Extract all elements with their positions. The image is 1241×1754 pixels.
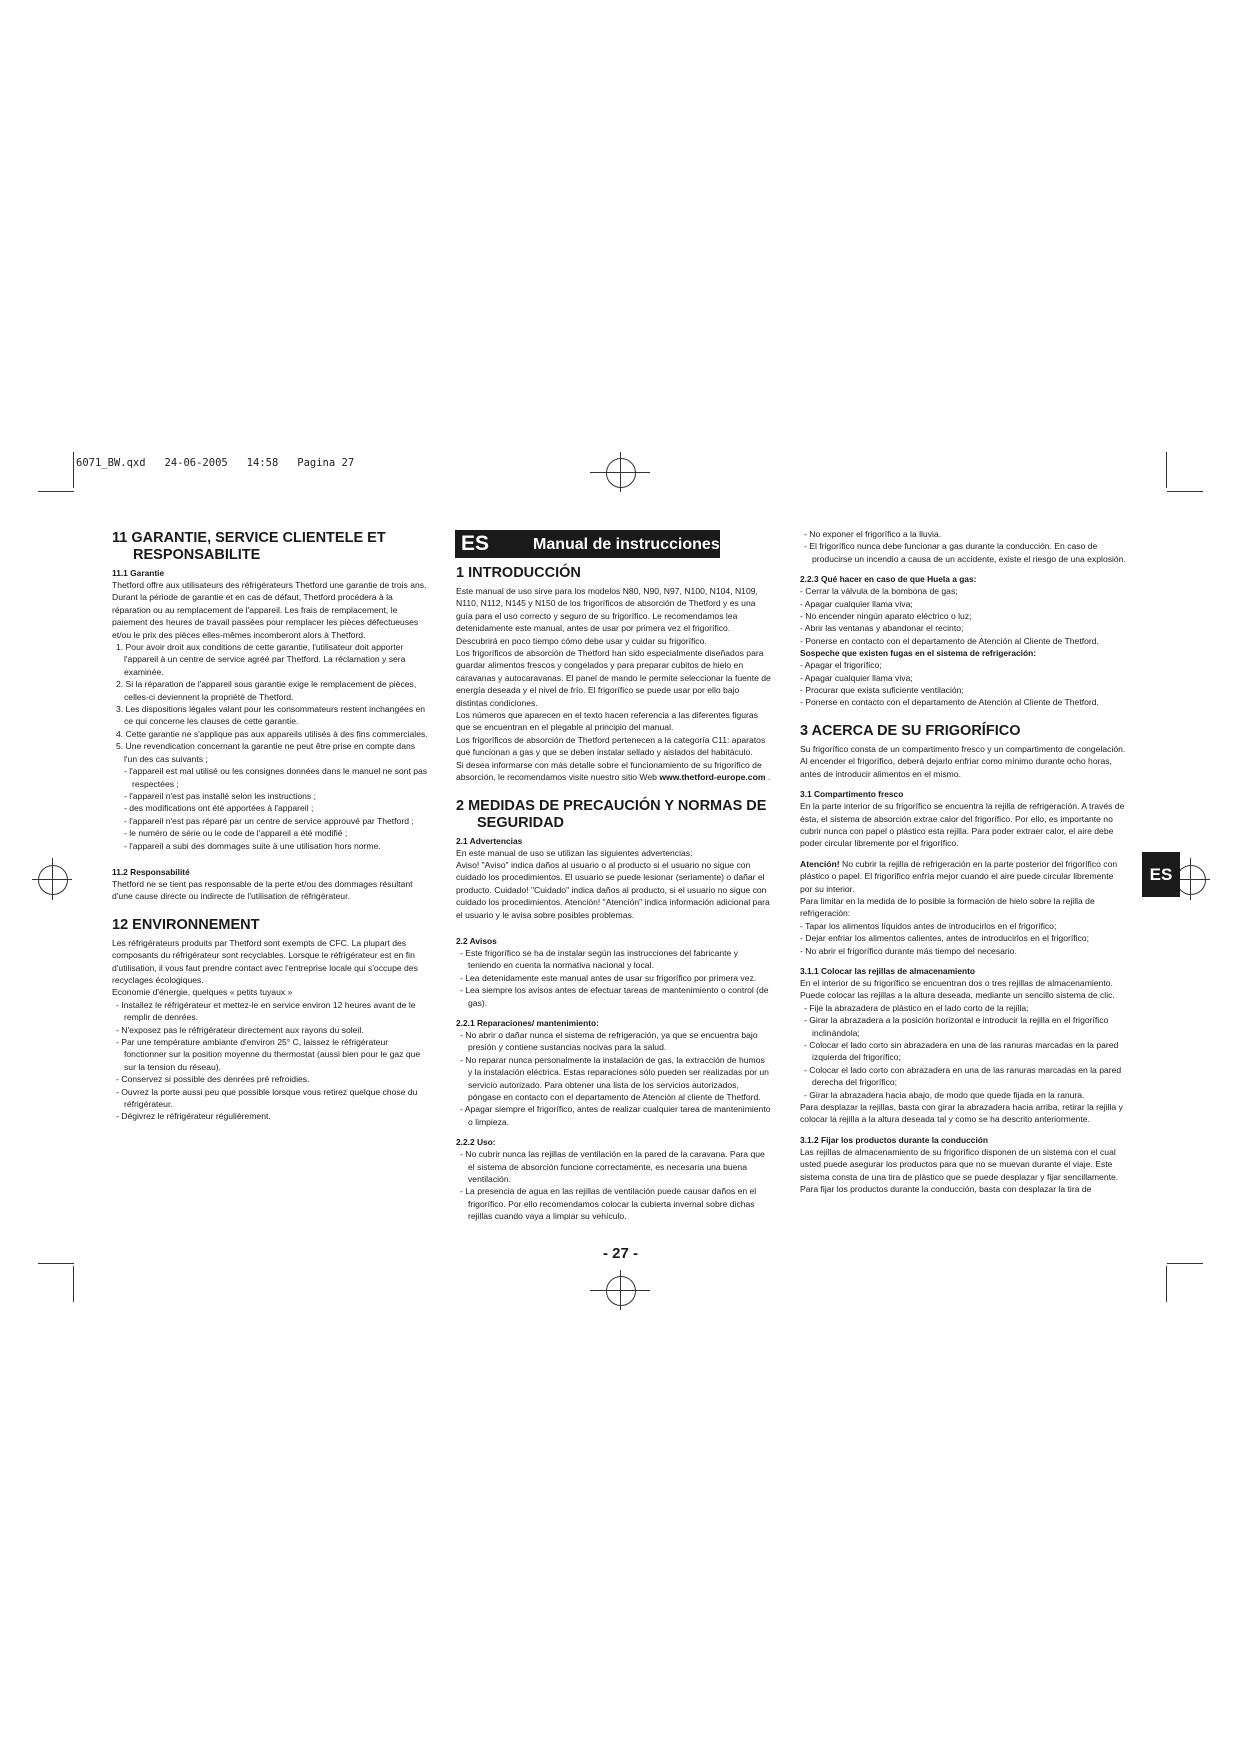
list-item: - Ouvrez la porte aussi peu que possible lorsque vous retirez quelque chose du réfrigérateur. <box>116 1086 418 1110</box>
list-item: - Par une température ambiante d'environ 25° C, laissez le réfrigérateur fonctionner sur la position moyenne du thermostat (aussi bien pour le gaz que sur la tension du réseau). <box>116 1037 421 1072</box>
sub-list-item: - l'appareil n'est pas réparé par un centre de service approuvé par Thetford ; <box>124 815 414 826</box>
crop-mark <box>1166 452 1167 488</box>
heading-line: RESPONSABILITE <box>133 547 261 563</box>
list-item: - No exponer el frigorífico a la lluvia. <box>804 529 942 539</box>
paragraph: En este manual de uso se utilizan las siguientes advertencias: <box>456 847 693 858</box>
list-item: - Installez le réfrigérateur et mettez-le en service environ 12 heures avant de le remplir de denrées. <box>116 999 416 1023</box>
paragraph: Para desplazar la rejillas, basta con girar la abrazadera hacia arriba, retirar la rejilla y colocar la rejilla a la altura deseada tal y como se ha descrito anteriormente. <box>800 1102 1123 1125</box>
list-item: - Abrir las ventanas y abandonar el recinto; <box>800 623 964 634</box>
list-item: - Fije la abrazadera de plástico en el lado corto de la rejilla; <box>804 1002 1029 1013</box>
list-item: 1. Pour avoir droit aux conditions de cette garantie, l'utilisateur doit apporter l'appareil à un centre de service agréé par Thetford. La réclamation y sera examinée. <box>116 642 406 677</box>
paragraph: Thetford offre aux utilisateurs des réfrigérateurs Thetford une garantie de trois ans. Durant la période de garantie et en cas de défaut, Thetford procédera à la réparation ou au remplacement de l'appareil. Les frais de remplacement, le paiement des heures de travail passées pour remplacer les pièces défectueuses et/ou le prix des pièces elles-mêmes incomberont alors à Thetford. <box>112 580 427 640</box>
crop-mark <box>73 452 74 488</box>
subheading-2-2-3: 2.2.3 Qué hacer en caso de que Huela a gas: <box>800 574 977 585</box>
sub-list-item: - le numéro de série ou le code de l'appareil a été modifié ; <box>124 828 348 839</box>
subheading-3-1-2: 3.1.2 Fijar los productos durante la conducción <box>800 1134 989 1145</box>
registration-mark <box>620 1270 621 1310</box>
list-item: - Dégivrez le réfrigérateur régulièrement. <box>116 1111 271 1122</box>
list-item: - Ponerse en contacto con el departamento de Atención al Cliente de Thetford. <box>800 635 1099 646</box>
crop-mark <box>38 1263 74 1264</box>
registration-mark <box>38 865 68 895</box>
crop-mark <box>1167 1263 1203 1264</box>
list-item: 3. Les dispositions légales valant pour les consommateurs restent inchangées en ce qui concerne les clauses de cette garantie. <box>116 704 426 727</box>
list-item: - Apagar siempre el frigorífico, antes de realizar cualquier tarea de mantenimiento o limpieza. <box>460 1104 771 1127</box>
crop-mark <box>1167 491 1203 492</box>
list-item: - Apagar cualquier llama viva; <box>800 598 913 609</box>
paragraph: Aviso! "Aviso" indica daños al usuario o al producto si el usuario no sigue con cuidado los procedimientos. El usuario se puede lesionar (seriamente) o dañar el producto. Cuidado! "Cuidado" indica daños al producto, si el usuario no sigue con cuidado los procedimientos. Atención! "Atención" indica información adicional para el usuario y le avisa sobre posibles problemas. <box>456 859 770 920</box>
file-slug: 6071_BW.qxd 24-06-2005 14:58 Pagina 27 <box>76 457 355 469</box>
column-spanish-2 <box>800 528 1128 1195</box>
list-item: 5. Une revendication concernant la garantie ne peut être prise en compte dans l'un des cas suivants ; <box>116 741 416 764</box>
heading-line: 2 MEDIDAS DE PRECAUCIÓN Y NORMAS DE <box>456 797 767 814</box>
subheading-11-2: 11.2 Responsabilité <box>112 866 190 877</box>
crop-mark <box>1166 1266 1167 1302</box>
column-spanish-1 <box>456 565 771 1223</box>
language-side-tab: ES <box>1142 852 1180 897</box>
page-number: - 27 - <box>603 1245 639 1262</box>
heading-line: 11 GARANTIE, SERVICE CLIENTELE ET <box>112 530 386 546</box>
sub-list-item: - l'appareil n'est pas installé selon les instructions ; <box>124 790 316 801</box>
list-item: - Procurar que exista suficiente ventilación; <box>800 685 964 696</box>
list-item: - El frigorífico nunca debe funcionar a gas durante la conducción. En caso de producirse un incendio a causa de un accidente, existe el riesgo de una explosión. <box>804 541 1126 564</box>
registration-mark <box>52 858 53 900</box>
paragraph: Economie d'énergie, quelques « petits tuyaux » <box>112 987 293 998</box>
crop-mark <box>73 1266 74 1302</box>
paragraph: Para limitar en la medida de lo posible la formación de hielo sobre la rejilla de refrigeración: <box>800 895 1095 919</box>
attention-label: Atención! <box>800 858 840 869</box>
list-item: 2. Si la réparation de l'appareil sous garantie exige le remplacement de pièces, celles-ci deviennent la propriété de Thetford. <box>116 679 417 702</box>
section-heading-2 <box>456 798 771 832</box>
sub-list-item: - l'appareil a subi des dommages suite à une utilisation hors norme. <box>124 840 381 851</box>
list-item: - Apagar el frigorífico; <box>800 660 882 671</box>
text: No cubrir la rejilla de refrigeración en la parte posterior del frigorífico con plástico o papel. El frigorífico enfría mejor cuando el aire puede circular libremente por su interior. <box>800 858 1118 894</box>
subheading-2-2: 2.2 Avisos <box>456 935 497 946</box>
paragraph <box>456 759 771 784</box>
paragraph: En la parte interior de su frigorífico se encuentra la rejilla de refrigeración. A través de ésta, el sistema de absorción extrae calor del frigorífico. Por ello, es importante no cubrir nunca con papel o plástico esta rejilla. Para poder extraer calor, el aire debe poder circular libremente por el frigorífico. <box>800 801 1125 849</box>
language-code: ES <box>461 532 490 555</box>
list-item: - Este frigorífico se ha de instalar según las instrucciones del fabricante y teniendo en cuenta la normativa nacional y local. <box>460 947 739 971</box>
list-item: - Colocar el lado corto sin abrazadera en una de las ranuras marcadas en la pared izquierda del frigorífico; <box>804 1040 1119 1063</box>
subheading-2-2-1: 2.2.1 Reparaciones/ mantenimiento: <box>456 1017 599 1028</box>
list-item: 4. Cette garantie ne s'applique pas aux appareils utilisés à des fins commerciales. <box>116 728 428 739</box>
text: . <box>765 772 771 783</box>
registration-mark <box>620 452 621 492</box>
registration-mark <box>1190 858 1191 900</box>
list-item: - Ponerse en contacto con el departamento de Atención al Cliente de Thetford. <box>800 697 1099 708</box>
section-heading-1: 1 INTRODUCCIÓN <box>456 565 581 581</box>
list-item: - No abrir el frigorífico durante más tiempo del necesario. <box>800 945 1017 956</box>
registration-mark <box>606 1276 636 1306</box>
list-item: - Lea siempre los avisos antes de efectuar tareas de mantenimiento o control (de gas). <box>460 985 769 1008</box>
section-heading-3: 3 ACERCA DE SU FRIGORÍFICO <box>800 722 1021 739</box>
paragraph: Las rejillas de almacenamiento de su frigorífico disponen de un sistema con el cual usted puede asegurar los productos para que no se muevan durante el viaje. Este sistema consta de una tira de plástico que se puede desplazar y fijar sencillamente. Para fijar los productos durante la conducción, basta con desplazar la tira de <box>800 1146 1119 1195</box>
sub-list-item: - l'appareil est mal utilisé ou les consignes données dans le manuel ne sont pas respectées ; <box>124 766 428 789</box>
subheading-11-1: 11.1 Garantie <box>112 568 165 578</box>
subheading-leak: Sospeche que existen fugas en el sistema de refrigeración: <box>800 648 1036 659</box>
list-item: - Lea detenidamente este manual antes de usar su frigorífico por primera vez. <box>460 972 757 983</box>
paragraph: Los frigoríficos de absorción de Thetford pertenecen a la categoría C11: aparatos que funcionan a gas y que se deben instalar sellado y aislados del habitáculo. <box>456 734 766 758</box>
subheading-2-1: 2.1 Advertencias <box>456 835 523 846</box>
list-item: - Apagar cualquier llama viva; <box>800 672 913 683</box>
subheading-2-2-2: 2.2.2 Uso: <box>456 1137 496 1148</box>
paragraph <box>800 858 1128 895</box>
list-item: - Colocar el lado corto con abrazadera en una de las ranuras marcadas en la pared derecha del frigorífico; <box>804 1064 1122 1088</box>
list-item: - La presencia de agua en las rejillas de ventilación puede causar daños en el frigorífico. Por ello recomendamos colocar la cubierta invernal sobre dichas rejillas cuando vaya a limpiar su vehículo. <box>460 1186 757 1222</box>
list-item: - No encender ningún aparato eléctrico o luz; <box>800 611 972 622</box>
text: Si desea informarse con más detalle sobre el funcionamiento de su frigorífico de absorción, le recomendamos visite nuestro sitio Web <box>456 759 762 783</box>
list-item: - Conservez si possible des denrées pré refroidies. <box>116 1074 310 1085</box>
paragraph: Su frigorífico consta de un compartimento fresco y un compartimento de congelación. Al encender el frigorífico, deberá dejarlo enfriar como mínimo durante ocho horas, antes de introducir alimentos en el mismo. <box>800 743 1126 779</box>
section-heading-12: 12 ENVIRONNEMENT <box>112 916 260 933</box>
heading-line: SEGURIDAD <box>477 814 565 831</box>
list-item: - Tapar los alimentos líquidos antes de introducirlos en el frigorífico; <box>800 920 1057 931</box>
list-item: - Cerrar la válvula de la bombona de gas; <box>800 586 958 597</box>
paragraph: Este manual de uso sirve para los modelos N80, N90, N97, N100, N104, N109, N110, N112, N145 y N150 de los frigoríficos de absorción de Thetford y es una guía para el uso correcto y seguro de su frigorífico. Le recomendamos lea detenidamente este manual, antes de usar por primera vez el frigorífico. Descubrirá en poco tiempo cómo debe usar y cuidar su frigorífico. <box>456 586 758 646</box>
paragraph: En el interior de su frigorífico se encuentran dos o tres rejillas de almacenamiento. Puede colocar las rejillas a la altura deseada, mediante un sencillo sistema de clic. <box>800 977 1115 1001</box>
crop-mark <box>38 491 74 492</box>
website-link[interactable]: www.thetford-europe.com <box>659 772 766 783</box>
sub-list-item: - des modifications ont été apportées à l'appareil ; <box>124 803 314 814</box>
paragraph: Thetford ne se tient pas responsable de la perte et/ou des dommages résultant d'une cause directe ou indirecte de l'utilisation de réfrigérateur. <box>112 878 413 902</box>
paragraph: Los números que aparecen en el texto hacen referencia a las diferentes figuras que se encuentran en el plegable al principio del manual. <box>456 710 758 733</box>
subheading-3-1-1: 3.1.1 Colocar las rejillas de almacenamiento <box>800 965 976 976</box>
manual-title: Manual de instrucciones <box>533 536 720 553</box>
list-item: - Dejar enfriar los alimentos calientes, antes de introducirlos en el frigorífico; <box>800 933 1089 944</box>
section-heading-11 <box>112 530 430 564</box>
list-item: - Girar la abrazadera a la posición horizontal e introducir la rejilla en el frigorífico inclinándola; <box>804 1015 1109 1038</box>
language-header-bar <box>455 530 720 558</box>
list-item: - No cubrir nunca las rejillas de ventilación en la pared de la caravana. Para que el sistema de absorción funcione correctamente, es necesaria una buena ventilación. <box>460 1149 765 1185</box>
registration-mark <box>606 458 636 488</box>
list-item: - No abrir o dañar nunca el sistema de refrigeración, ya que se encuentra bajo presión y contiene sustancias nocivas para la salud. <box>460 1029 758 1053</box>
list-item: - N'exposez pas le réfrigérateur directement aux rayons du soleil. <box>116 1024 364 1035</box>
list-item: - No reparar nunca personalmente la instalación de gas, la extracción de humos y la instalación eléctrica. Estas reparaciones sólo pueden ser realizadas por un servicio autorizado. Para obtener una lista de los servicios autorizados, póngase en contacto con el departamento de Atención al cliente de Thetford. <box>460 1054 769 1102</box>
list-item: - Girar la abrazadera hacia abajo, de modo que quede fijada en la ranura. <box>804 1089 1085 1100</box>
paragraph: Les réfrigérateurs produits par Thetford sont exempts de CFC. La plupart des composants du réfrigérateur sont recyclables. Lorsque le réfrigérateur est en fin d'utilisation, il vous faut prendre contact avec l'entreprise locale qui s'occupe des recyclages écologiques. <box>112 937 418 985</box>
column-french <box>112 530 430 1123</box>
paragraph: Los frigoríficos de absorción de Thetford han sido especialmente diseñados para guardar alimentos frescos y congelados y para preparar cubitos de hielo en caravanas y autocaravanas. El panel de mando le permite seleccionar la fuente de energía deseada y el nivel de frío. El frigorífico se puede usar por ello bajo distintas condiciones. <box>456 648 771 708</box>
registration-mark <box>1176 865 1206 895</box>
subheading-3-1: 3.1 Compartimento fresco <box>800 789 904 800</box>
